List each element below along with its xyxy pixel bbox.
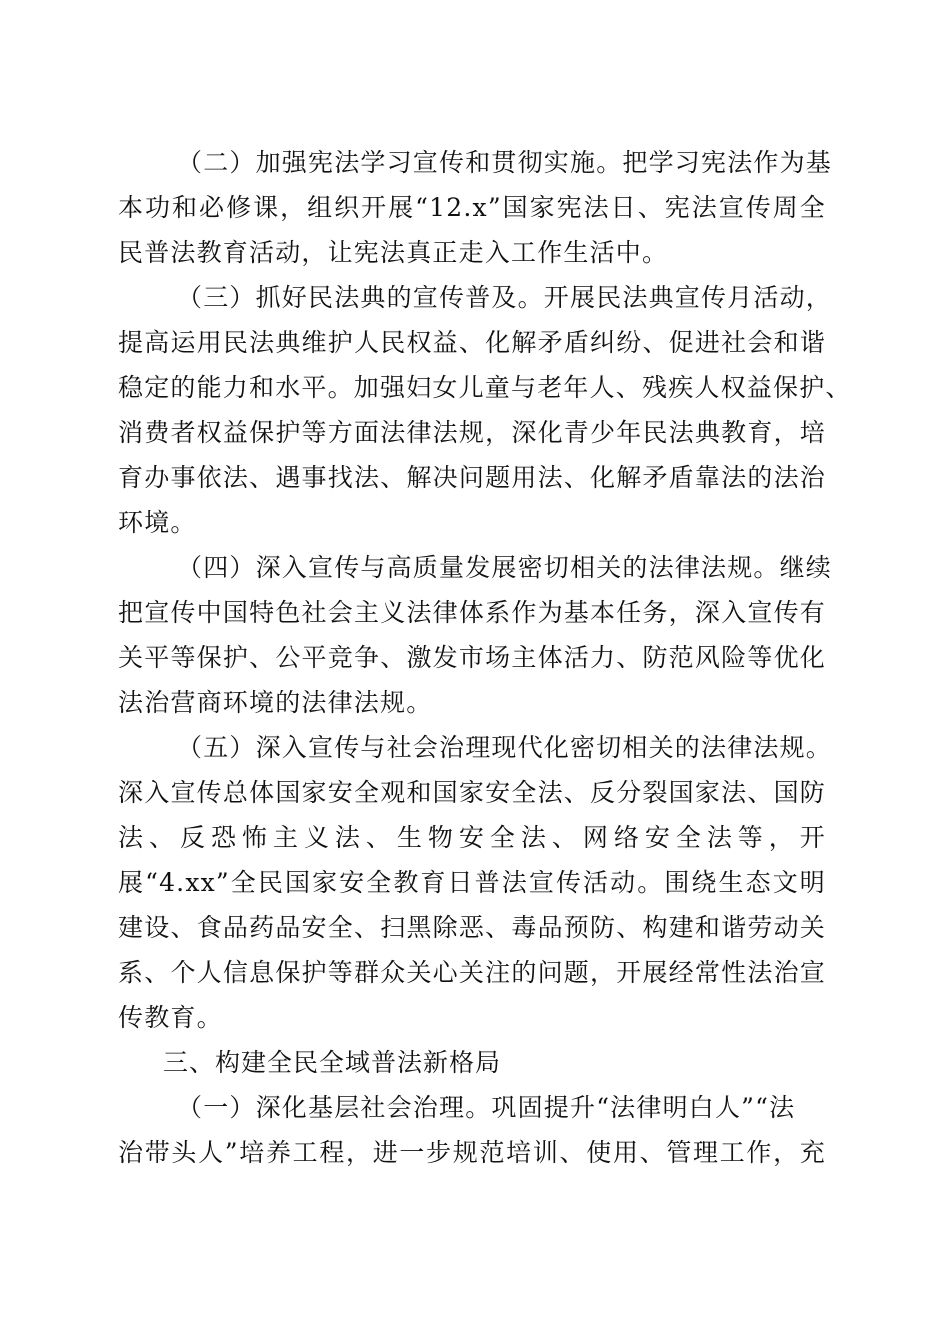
paragraph-5-line-6: 系、个人信息保护等群众关心关注的问题，开展经常性法治宣	[118, 958, 826, 987]
paragraph-6-line-2: 治带头人”培养工程，进一步规范培训、使用、管理工作，充	[118, 1138, 826, 1167]
paragraph-3-line-5: 育办事依法、遇事找法、解决问题用法、化解矛盾靠法的法治	[118, 463, 826, 492]
paragraph-5-line-5: 建设、食品药品安全、扫黑除恶、毒品预防、构建和谐劳动关	[118, 913, 826, 942]
paragraph-3-line-6: 环境。	[118, 508, 197, 537]
paragraph-3-line-4: 消费者权益保护等方面法律法规，深化青少年民法典教育，培	[118, 418, 826, 447]
paragraph-5-line-1: （五）深入宣传与社会治理现代化密切相关的法律法规。	[177, 733, 833, 762]
paragraph-3-line-2: 提高运用民法典维护人民权益、化解矛盾纠纷、促进社会和谐	[118, 328, 826, 357]
paragraph-2-line-2: 本功和必修课，组织开展“12.x”国家宪法日、宪法宣传周全	[118, 193, 826, 222]
paragraph-4-line-1: （四）深入宣传与高质量发展密切相关的法律法规。继续	[177, 553, 833, 582]
section-heading-3: 三、构建全民全域普法新格局	[163, 1048, 502, 1077]
paragraph-5-line-3: 法、反恐怖主义法、生物安全法、网络安全法等，开	[118, 823, 826, 852]
paragraph-2-line-3: 民普法教育活动，让宪法真正走入工作生活中。	[118, 238, 669, 267]
paragraph-5-line-7: 传教育。	[118, 1003, 223, 1032]
paragraph-6-line-1: （一）深化基层社会治理。巩固提升“法律明白人”“法	[177, 1093, 796, 1122]
paragraph-3-line-3: 稳定的能力和水平。加强妇女儿童与老年人、残疾人权益保护、	[118, 373, 852, 402]
paragraph-2-line-1: （二）加强宪法学习宣传和贯彻实施。把学习宪法作为基	[177, 148, 833, 177]
paragraph-4-line-3: 关平等保护、公平竞争、激发市场主体活力、防范风险等优化	[118, 643, 826, 672]
paragraph-3-line-1: （三）抓好民法典的宣传普及。开展民法典宣传月活动，	[177, 283, 833, 312]
paragraph-5-line-4: 展“4.xx”全民国家安全教育日普法宣传活动。围绕生态文明	[118, 868, 826, 897]
paragraph-4-line-4: 法治营商环境的法律法规。	[118, 688, 433, 717]
paragraph-4-line-2: 把宣传中国特色社会主义法律体系作为基本任务，深入宣传有	[118, 598, 826, 627]
paragraph-5-line-2: 深入宣传总体国家安全观和国家安全法、反分裂国家法、国防	[118, 778, 826, 807]
